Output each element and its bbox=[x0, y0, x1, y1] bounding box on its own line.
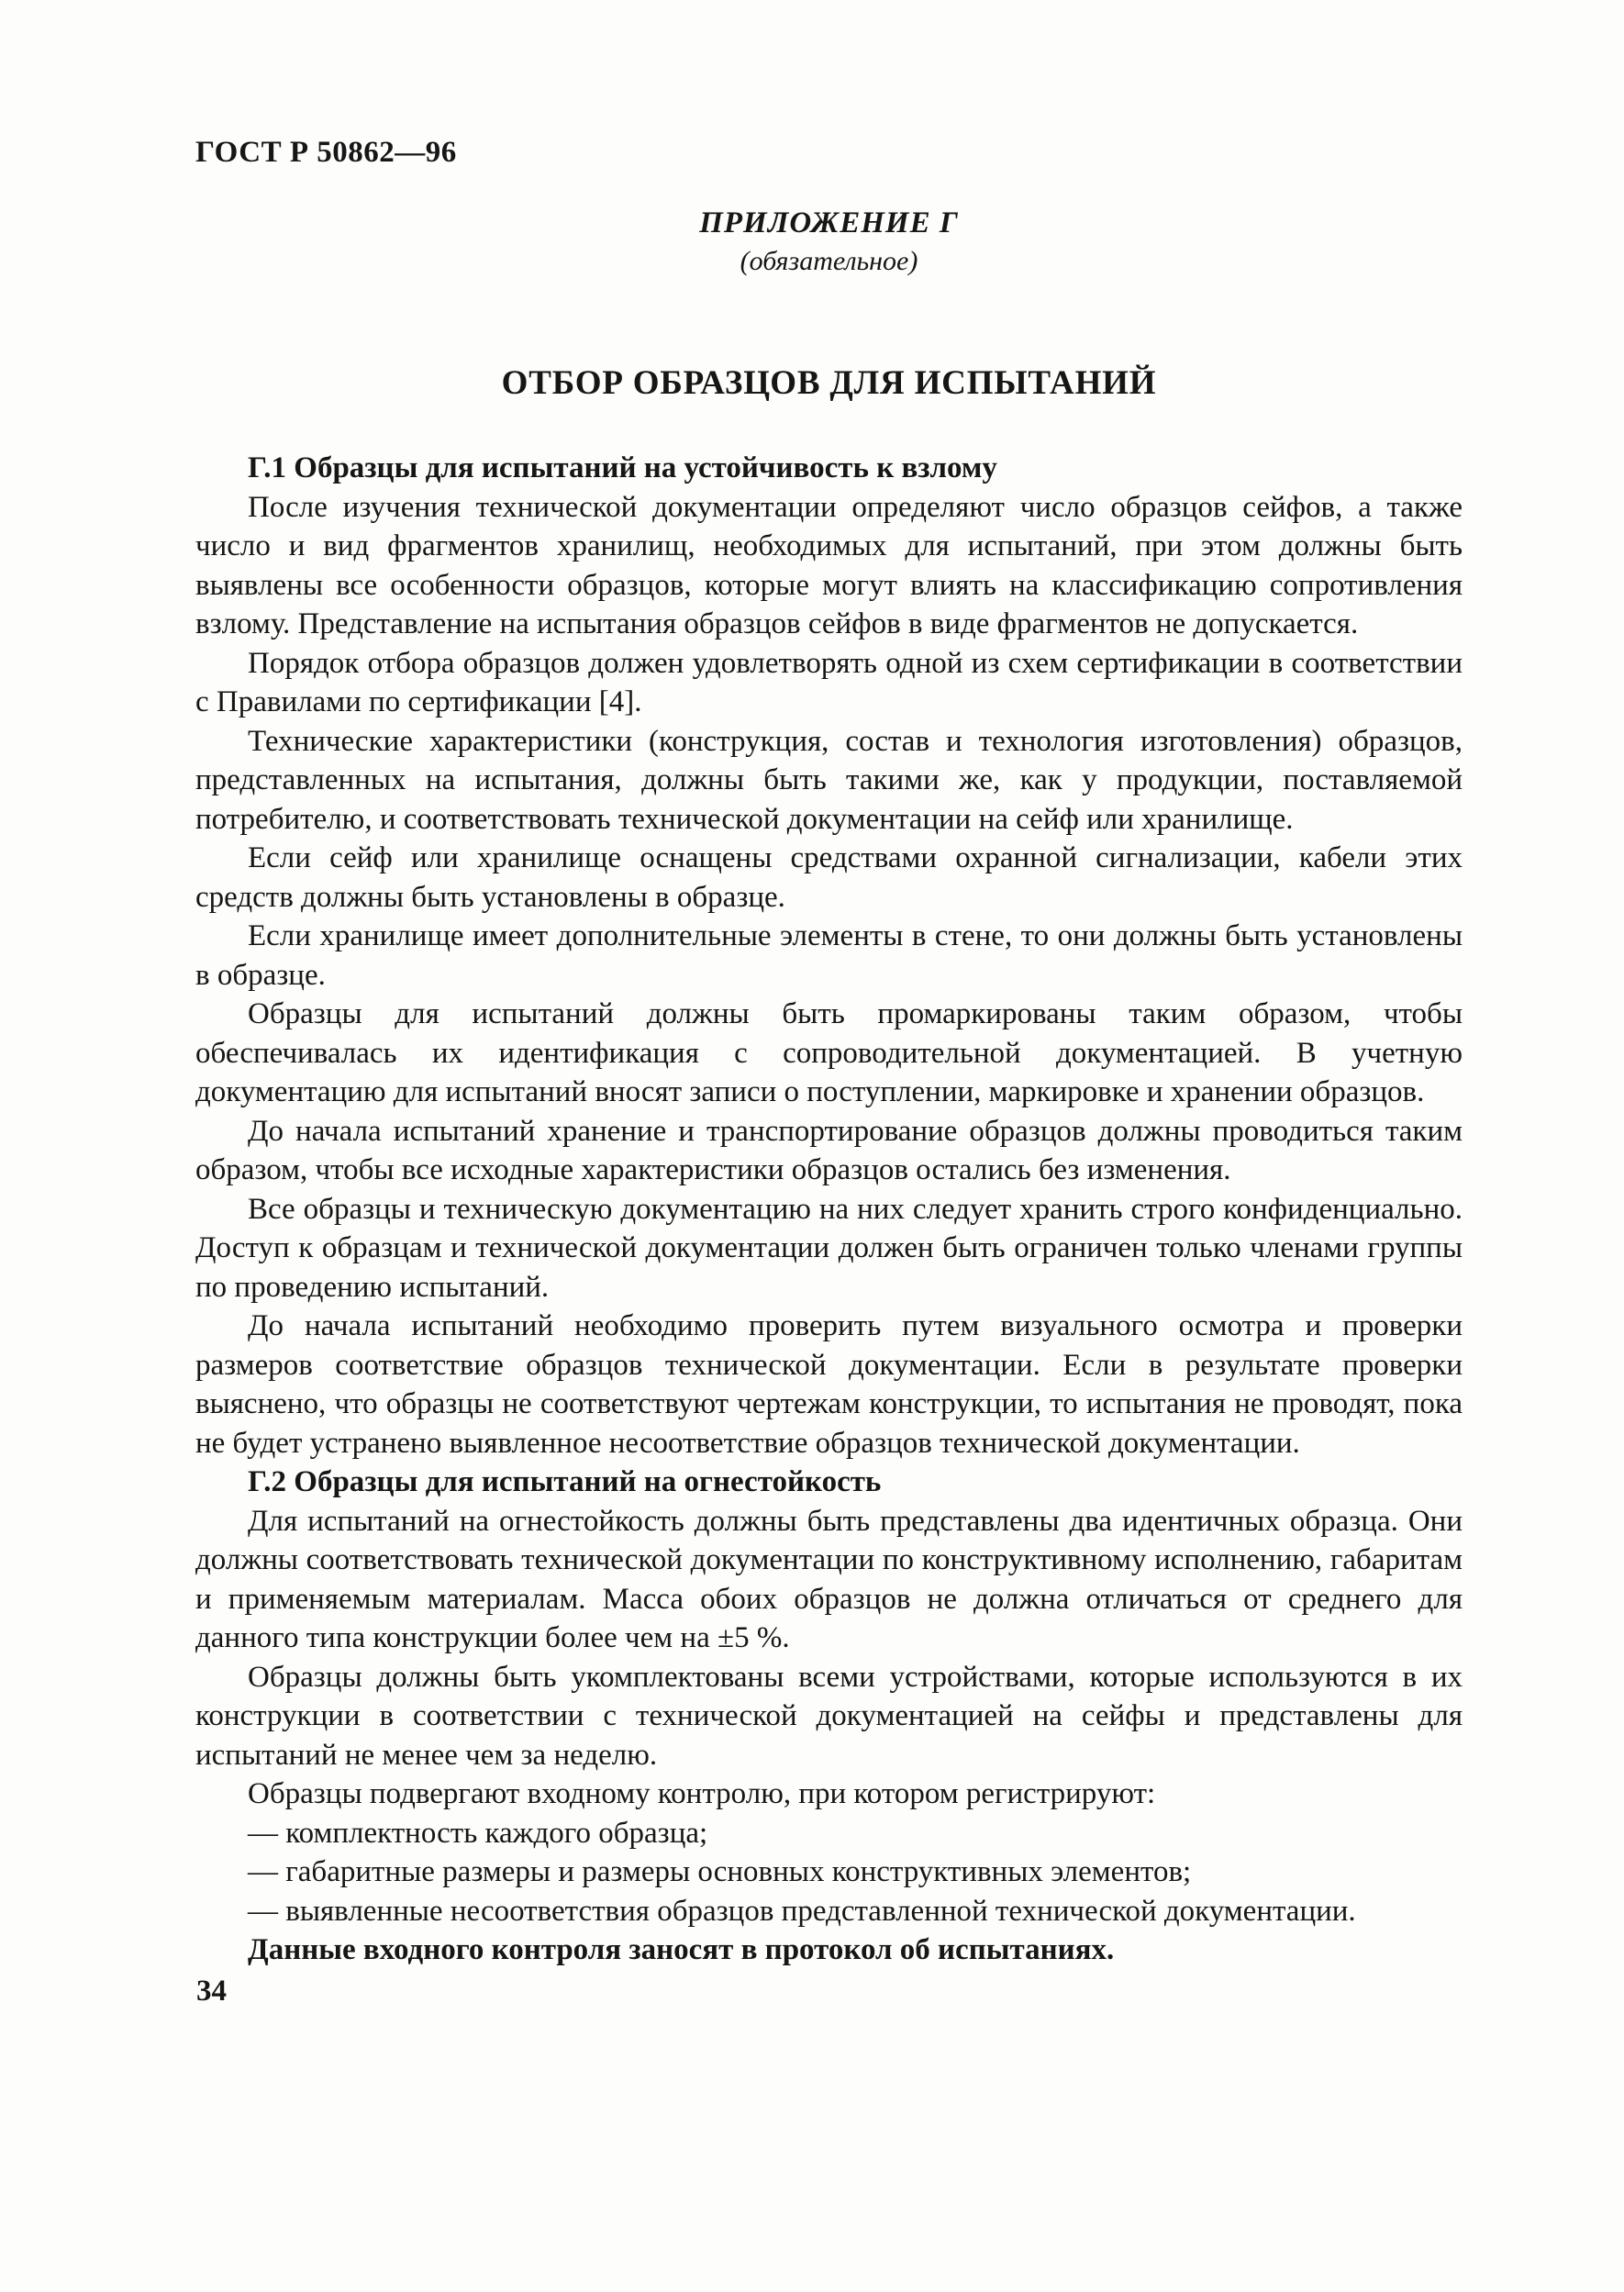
paragraph: Для испытаний на огнестойкость должны быть представлены два идентичных образца. Они должны соответствовать технической документации по конструктивному исполнению, габаритам и применяемым материалам. Масса обоих образцов не должна отличаться от среднего для данного типа конструкции более чем на ±5 %. bbox=[195, 1504, 1463, 1654]
list-item: — выявленные несоответствия образцов представленной технической документации. bbox=[248, 1894, 1356, 1928]
paragraph: Образцы подвергают входному контролю, при котором регистрируют: bbox=[248, 1777, 1156, 1810]
paragraph: Порядок отбора образцов должен удовлетворять одной из схем сертификации в соответствии с Правилами по сертификации [4]. bbox=[195, 646, 1463, 718]
document-title: ОТБОР ОБРАЗЦОВ ДЛЯ ИСПЫТАНИЙ bbox=[501, 364, 1157, 402]
paragraph: Технические характеристики (конструкция, состав и технология изготовления) образцов, представленных на испытания, должны быть такими же, как у продукции, поставляемой потребителю, и соответствовать технической документации на сейф или хранилище. bbox=[195, 724, 1463, 836]
list-item: — комплектность каждого образца; bbox=[248, 1816, 708, 1850]
paragraph: Если сейф или хранилище оснащены средствами охранной сигнализации, кабели этих средств должны быть установлены в образце. bbox=[195, 841, 1463, 914]
appendix-note: (обязательное) bbox=[740, 246, 918, 276]
paragraph: Все образцы и техническую документацию на них следует хранить строго конфиденциально. Доступ к образцам и технической документации должен быть ограничен только членами группы по проведению испытаний. bbox=[195, 1192, 1463, 1304]
paragraph: Образцы должны быть укомплектованы всеми устройствами, которые используются в их конструкции в соответствии с технической документацией на сейфы и представлены для испытаний не менее чем за неделю. bbox=[195, 1660, 1463, 1772]
bold-paragraph: Данные входного контроля заносят в протокол об испытаниях. bbox=[248, 1933, 1115, 1966]
document-body bbox=[195, 449, 1463, 1970]
document-code: ГОСТ Р 50862—96 bbox=[195, 136, 457, 169]
appendix-title: ПРИЛОЖЕНИЕ Г bbox=[699, 206, 959, 239]
paragraph: До начала испытаний необходимо проверить путем визуального осмотра и проверки размеров соответствие образцов технической документации. Если в результате проверки выяснено, что образцы не соответствуют чертежам конструкции, то испытания не проводят, пока не будет устранено выявленное несоответствие образцов технической документации. bbox=[195, 1309, 1463, 1460]
paragraph: Если хранилище имеет дополнительные элементы в стене, то они должны быть установлены в образце. bbox=[195, 919, 1463, 992]
appendix-block bbox=[195, 206, 1463, 277]
section-heading: Г.1 Образцы для испытаний на устойчивость к взлому bbox=[248, 451, 997, 484]
list-item: — габаритные размеры и размеры основных конструктивных элементов; bbox=[248, 1855, 1192, 1888]
paragraph: Образцы для испытаний должны быть промаркированы таким образом, чтобы обеспечивалась их идентификация с сопроводительной документацией. В учетную документацию для испытаний вносят записи о поступлении, маркировке и хранении образцов. bbox=[195, 997, 1463, 1108]
paragraph: До начала испытаний хранение и транспортирование образцов должны проводиться таким образом, чтобы все исходные характеристики образцов остались без изменения. bbox=[195, 1114, 1463, 1186]
section-heading: Г.2 Образцы для испытаний на огнестойкость bbox=[248, 1465, 882, 1498]
paragraph: После изучения технической документации определяют число образцов сейфов, а также число и вид фрагментов хранилищ, необходимых для испытаний, при этом должны быть выявлены все особенности образцов, которые могут влиять на классификацию сопротивления взлому. Представление на испытания образцов сейфов в виде фрагментов не допускается. bbox=[195, 490, 1463, 640]
page-number: 34 bbox=[196, 1975, 227, 2008]
